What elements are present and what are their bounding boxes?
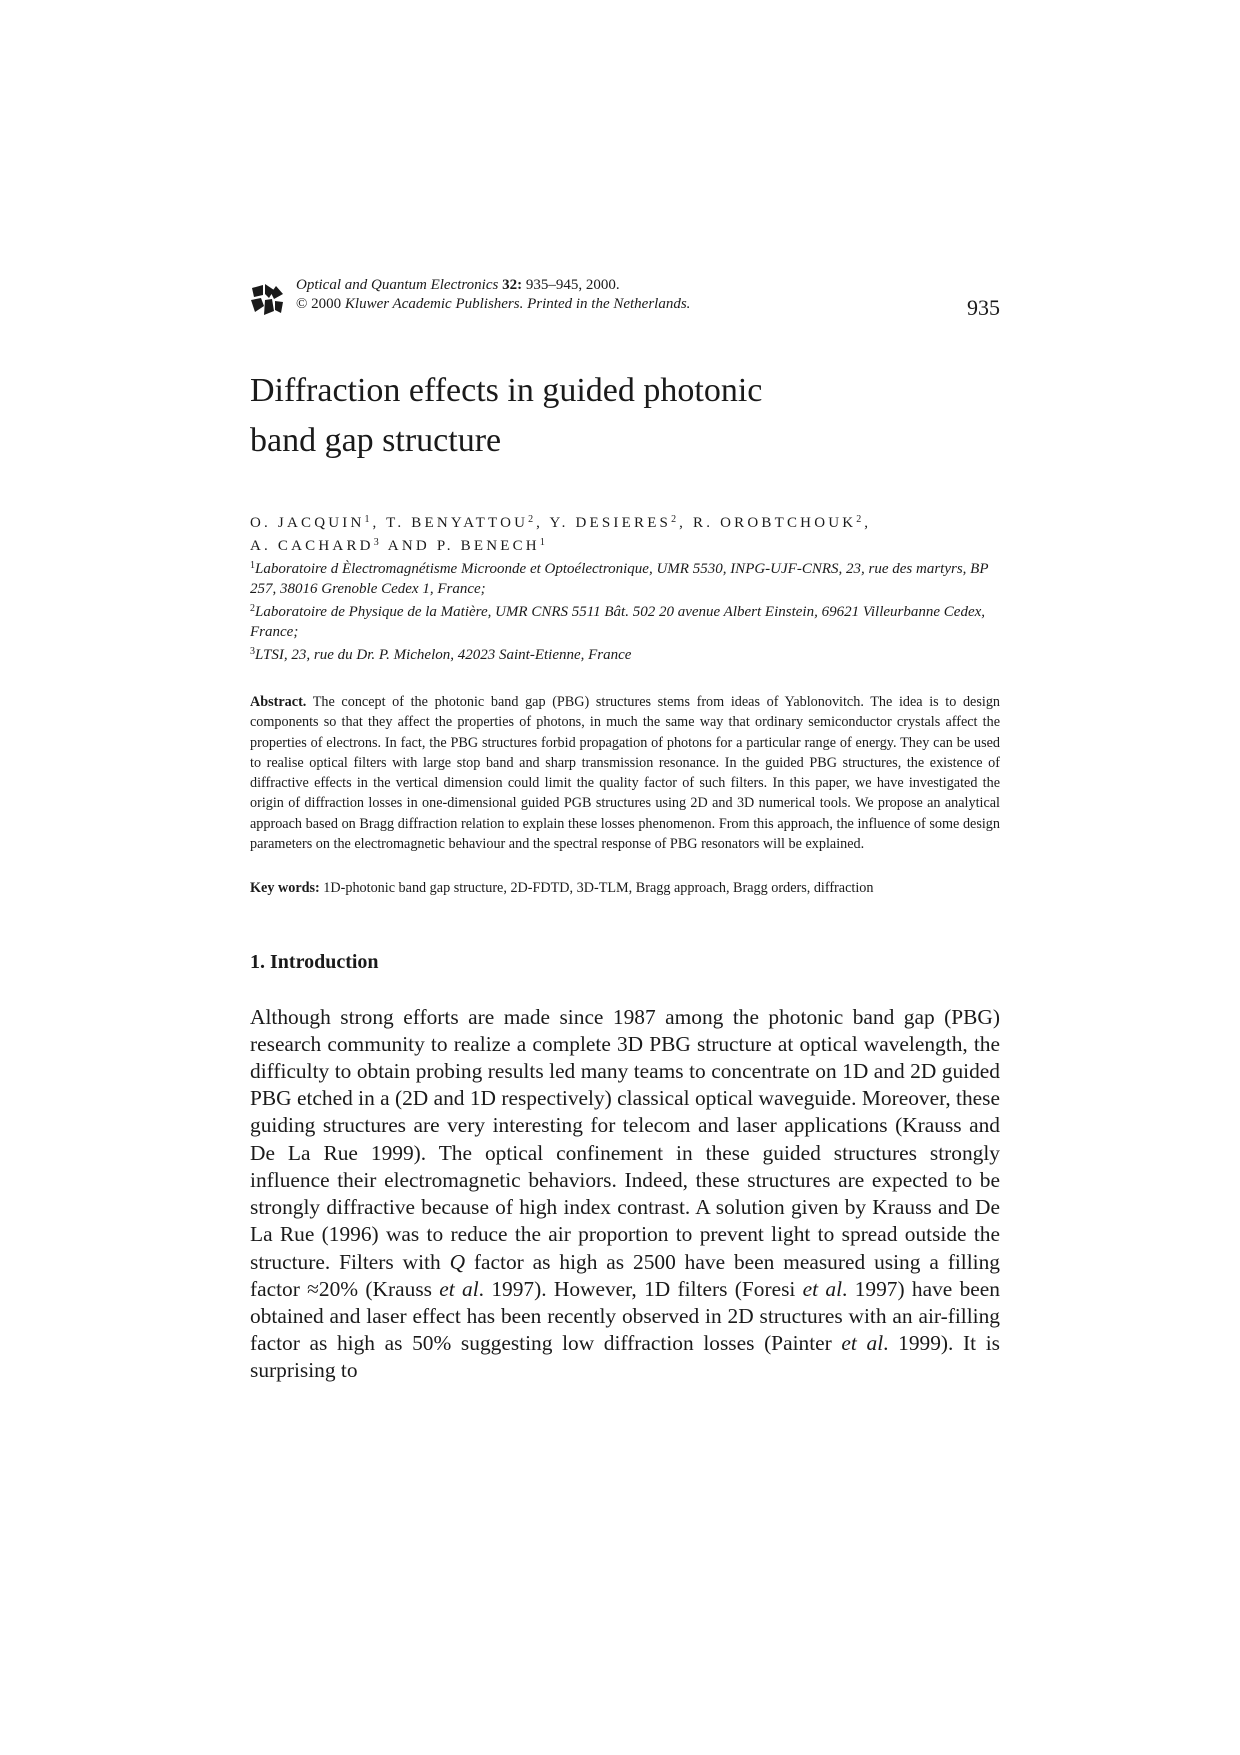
author-line-1 — [250, 510, 1000, 533]
affiliation-text: LTSI, 23, rue du Dr. P. Michelon, 42023 Saint-Etienne, France — [255, 647, 632, 663]
abstract-label: Abstract. — [250, 694, 307, 710]
title-line-1: Diffraction effects in guided photonic — [250, 372, 763, 409]
abstract — [250, 692, 1000, 854]
body-text-italic: et al — [841, 1331, 884, 1356]
kluwer-logo-icon — [250, 282, 284, 316]
affiliation — [250, 556, 1000, 599]
affiliation — [250, 599, 1000, 642]
body-text-segment: . 1997). However, 1D filters (Foresi — [478, 1276, 803, 1301]
title-line-2: band gap structure — [250, 422, 502, 459]
affiliation-number: 1 — [250, 560, 255, 571]
body-text-segment: factor as high as 2500 have been measured using a filling factor ≈20% (Krauss — [250, 1249, 1000, 1301]
paper-title — [250, 366, 1000, 466]
affiliation — [250, 642, 1000, 665]
author: O. JACQUIN — [250, 515, 365, 531]
affiliation-text: Laboratoire d Èlectromagnétisme Microonde et Optoélectronique, UMR 5530, INPG-UJF-CNRS, 23, rue des martyrs, BP 257, 38016 Grenoble Cedex 1, France; — [250, 561, 989, 597]
author-separator: AND — [381, 538, 437, 554]
body-text-italic: et al — [439, 1276, 479, 1301]
author: A. CACHARD — [250, 538, 374, 554]
author-affiliation-mark: 2 — [856, 514, 862, 525]
author-affiliation-mark: 3 — [373, 537, 379, 548]
body-text-segment: Although strong efforts are made since 1987 among the photonic band gap (PBG) research community to realize a complete 3D PBG structure at optical wavelength, the difficulty to obtain probing results led many teams to concentrate on 1D and 2D guided PBG etched in a (2D and 1D respectively) classical optical waveguide. Moreover, these guiding structures are very interesting for telecom and laser applications (Krauss and De La Rue 1999). The optical confinement in these guided structures strongly influence their electromagnetic behaviors. Indeed, these structures are expected to be strongly diffractive because of high index contrast. A solution given by Krauss and De La Rue (1996) was to reduce the air proportion to prevent light to spread outside the structure. Filters with — [250, 1004, 1000, 1274]
author-list — [250, 510, 1000, 556]
author: T. BENYATTOU — [386, 515, 529, 531]
author: R. OROBTCHOUK — [693, 515, 857, 531]
affiliation-number: 3 — [250, 646, 255, 657]
keywords-label: Key words: — [250, 880, 320, 897]
body-text-segment: . 1999). It is surprising to — [250, 1331, 1000, 1383]
journal-info — [296, 276, 690, 314]
journal-header — [250, 276, 1000, 326]
author: Y. DESIERES — [549, 515, 672, 531]
abstract-text: The concept of the photonic band gap (PBG) structures stems from ideas of Yablonovitch. The idea is to design components so that they affect the properties of photons, in much the same way that ordinary semiconductor crystals affect the properties of electrons. In fact, the PBG structures forbid propagation of photons for a particular range of energy. They can be used to realise optical filters with large stop band and sharp transmission resonance. In the guided PBG structures, the existence of diffractive effects in the vertical dimension could limit the quality factor of such filters. In this paper, we have investigated the origin of diffraction losses in one-dimensional guided PGB structures using 2D and 3D numerical tools. We propose an analytical approach based on Bragg diffraction relation to explain these losses phenomenon. From this approach, the influence of some design parameters on the electromagnetic behaviour and the spectral response of PBG resonators will be explained. — [250, 694, 1001, 853]
author-line-2 — [250, 533, 1000, 556]
journal-name: Optical and Quantum Electronics — [296, 277, 499, 293]
copyright: © 2000 — [296, 296, 342, 312]
author-affiliation-mark: 2 — [528, 514, 534, 525]
author-separator: , — [679, 515, 694, 531]
body-text-italic: et al — [802, 1276, 843, 1301]
affiliation-text: Laboratoire de Physique de la Matière, UMR CNRS 5511 Bât. 502 20 avenue Albert Einstein, 69621 Villeurbanne Cedex, France; — [250, 604, 986, 640]
paper-page — [250, 276, 1000, 1406]
author: P. BENECH — [436, 538, 540, 554]
section-heading: 1. Introduction — [250, 950, 379, 973]
affiliation-number: 2 — [250, 603, 255, 614]
author-affiliation-mark: 1 — [539, 537, 545, 548]
introduction-paragraph — [250, 1004, 1000, 1385]
author-separator: , — [536, 515, 550, 531]
author-separator: , — [864, 515, 872, 531]
body-text-italic: Q — [449, 1249, 466, 1274]
keywords-text: 1D-photonic band gap structure, 2D-FDTD, 3D-TLM, Bragg approach, Bragg orders, diffraction — [323, 880, 874, 897]
affiliations — [250, 556, 1000, 665]
author-affiliation-mark: 2 — [671, 514, 677, 525]
keywords — [250, 878, 1000, 898]
author-affiliation-mark: 1 — [364, 514, 370, 525]
journal-pages: 935–945, 2000. — [522, 277, 620, 293]
author-separator: , — [372, 515, 387, 531]
page-number: 935 — [967, 295, 1000, 320]
body-text-segment: . 1997) have been obtained and laser effect has been recently observed in 2D structures with an air-filling factor as high as 50% suggesting low diffraction losses (Painter — [250, 1276, 1000, 1356]
journal-volume: 32: — [502, 277, 523, 293]
publisher: Kluwer Academic Publishers. Printed in the Netherlands. — [344, 296, 691, 312]
